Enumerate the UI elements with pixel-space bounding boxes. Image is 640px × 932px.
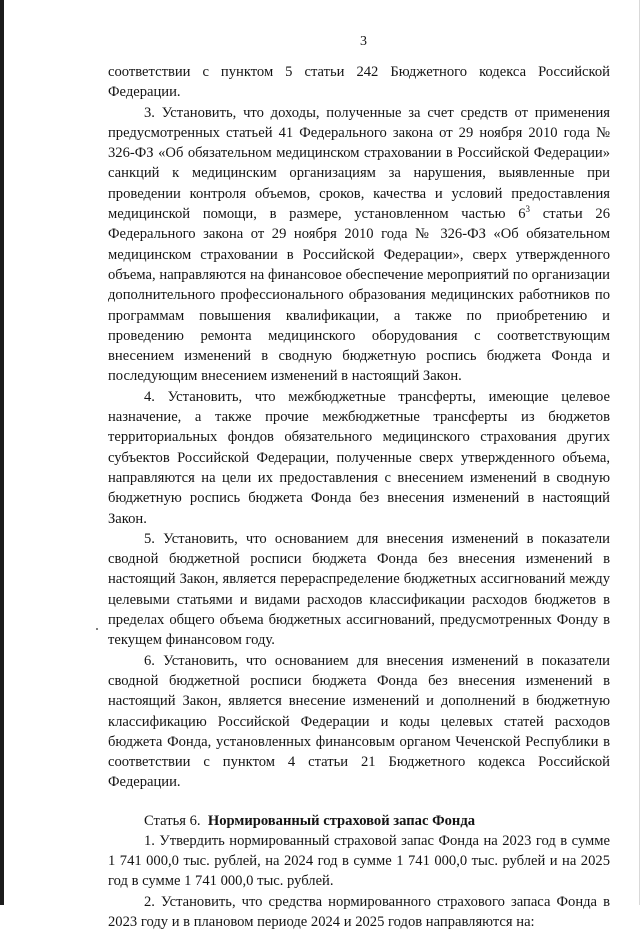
paragraph-3 bbox=[108, 103, 610, 387]
paragraph-continuation: соответствии с пунктом 5 статьи 242 Бюджетного кодекса Российской Федерации. bbox=[108, 64, 610, 101]
article-paragraph-1: 1. Утвердить нормированный страховой запас Фонда на 2023 год в сумме 1 741 000,0 тыс. рублей, на 2024 год в сумме 1 741 000,0 тыс. рублей и на 2025 год в сумме 1 741 000,0 тыс. рублей. bbox=[108, 832, 610, 890]
paragraph-3-text-b: статьи 26 Федерального закона от 29 ноября 2010 года № 326-ФЗ «Об обязательном медицинском страховании в Российской Федерации», сверх утвержденного объема, направляются на финансовое обеспечение мероприятий по организации дополнительного профессионального образования медицинских работников по программам повышения квалификации, а также по приобретению и проведению ремонта медицинского оборудования с соответствующим внесением изменений в сводную бюджетную роспись бюджета Фонда и последующим внесением изменений в настоящий Закон. bbox=[108, 206, 610, 385]
article-title: Нормированный страховой запас Фонда bbox=[207, 812, 475, 829]
superscript-part-number: 3 bbox=[525, 204, 531, 215]
document-body bbox=[108, 62, 610, 932]
paragraph-6: 6. Установить, что основанием для внесения изменений в показатели сводной бюджетной росписи бюджета Фонда без внесения изменений в настоящий Закон, является внесение изменений и дополнений в бюджетную классификацию Российской Федерации и коды целевых статей расходов бюджета Фонда, установленных финансовым органом Чеченской Республики в соответствии с пунктом 4 статьи 21 Бюджетного кодекса Российской Федерации. bbox=[108, 652, 610, 791]
heading-spacer bbox=[108, 793, 610, 811]
article-number: Статья 6. bbox=[144, 812, 201, 829]
page-number: 3 bbox=[360, 34, 367, 49]
paragraph-5: 5. Установить, что основанием для внесения изменений в показатели сводной бюджетной росписи бюджета Фонда без внесения изменений в настоящий Закон, является перераспределение бюджетных ассигнований между целевыми статьями и видами расходов классификации расходов бюджетов в пределах общего объема бюджетных ассигнований, предусмотренных Фонду в текущем финансовом году. bbox=[108, 530, 610, 649]
article-heading bbox=[108, 811, 610, 831]
article-paragraph-2: 2. Установить, что средства нормированного страхового запаса Фонда в 2023 году и в плановом периоде 2024 и 2025 годов направляются на: bbox=[108, 893, 610, 930]
paragraph-3-text-a: 3. Установить, что доходы, полученные за счет средств от применения предусмотренных статьей 41 Федерального закона от 29 ноября 2010 года № 326-ФЗ «Об обязательном медицинском страховании в Российской Федерации» санкций к медицинским организациям за нарушения, выявленные при проведении контроля объемов, сроков, качества и условий предоставления медицинской помощи, в размере, установленном частью 6 bbox=[108, 104, 610, 223]
scan-speck bbox=[96, 628, 98, 630]
paragraph-4: 4. Установить, что межбюджетные трансферты, имеющие целевое назначение, а также прочие межбюджетные трансферты из бюджетов территориальных фондов обязательного медицинского страхования других субъектов Российской Федерации, полученные сверх утвержденного объема, направляются на цели их предоставления с внесением изменений в сводную бюджетную роспись бюджета Фонда без внесения изменений в настоящий Закон. bbox=[108, 388, 610, 527]
scan-edge-left bbox=[0, 0, 4, 905]
